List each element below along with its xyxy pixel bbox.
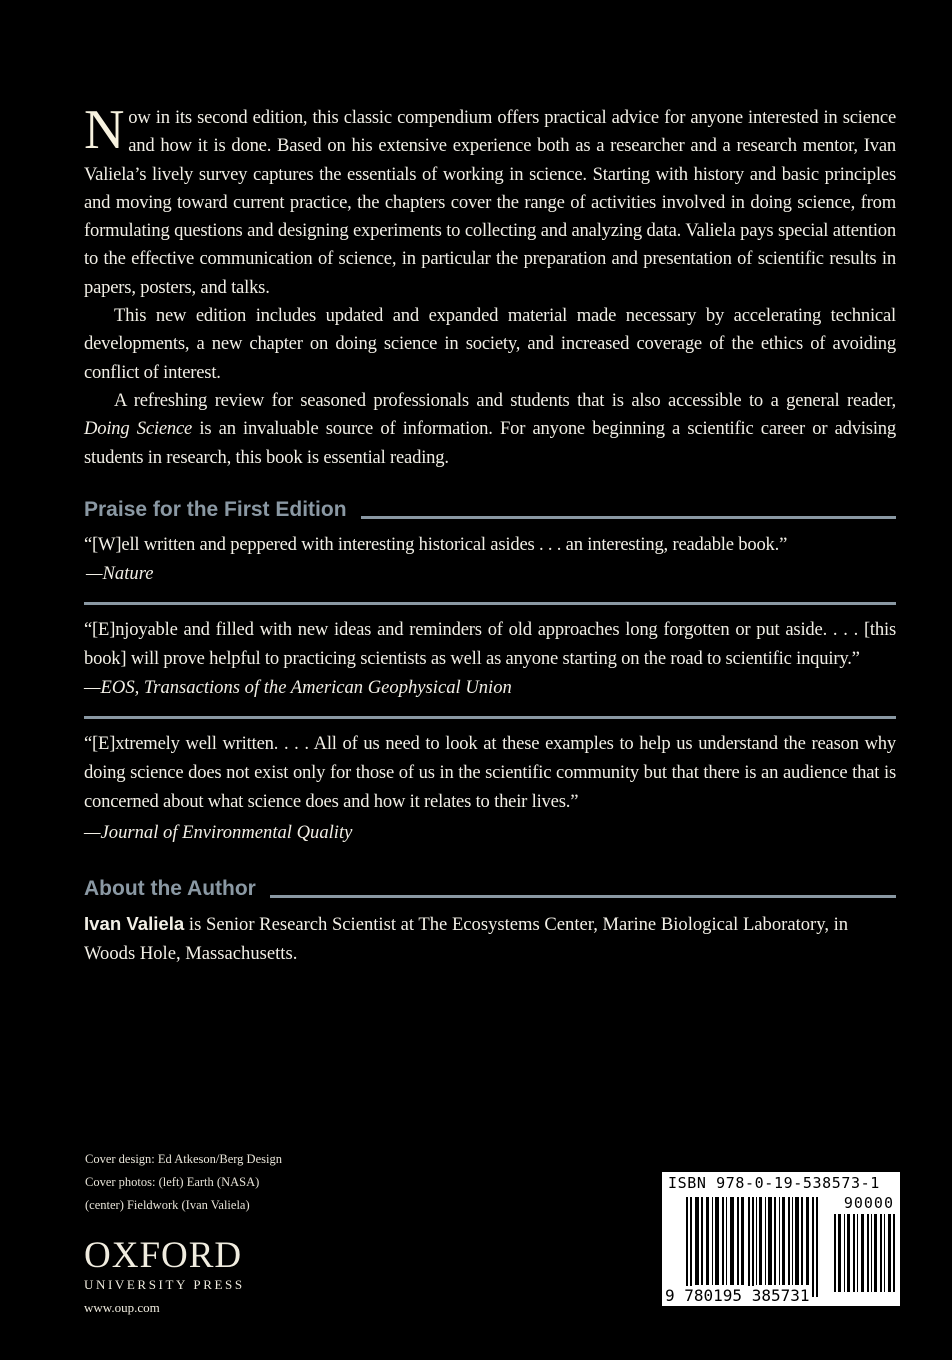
description-paragraph-1: Now in its second edition, this classic compendium offers practical advice for anyone interested in science and how it is done. Based on his extensive experience both as a researcher and a research mentor, Ivan Valiela’s lively survey captures the essentials of working in science. Starting with history and basic principles and moving toward current practice, the chapters cover the range of activities involved in doing science, from formulating questions and designing experiments to collecting and analyzing data. Valiela pays special attention to the effective communication of science, in particular the preparation and presentation of scientific results in papers, posters, and talks. [84, 99, 896, 298]
oxford-logo: OXFORD [84, 1235, 243, 1276]
heading-rule [361, 516, 896, 519]
book-title: Doing Science [84, 418, 193, 440]
quote-source: —Nature [86, 562, 154, 584]
barcode-bars-icon [686, 1197, 820, 1297]
heading-rule [270, 895, 896, 898]
isbn-label: ISBN 978-0-19-538573-1 [668, 1174, 880, 1192]
back-cover-content [84, 99, 896, 968]
dropcap: N [84, 99, 125, 161]
description-paragraph-2: This new edition includes updated and expanded material made necessary by accelerating technical developments, a new chapter on doing science in society, and increased coverage of the ethics of avoiding conflict of interest. [84, 305, 896, 383]
publisher-press: UNIVERSITY PRESS [84, 1277, 245, 1292]
praise-quote-3: “[E]xtremely well written. . . . All of us need to look at these examples to help us understand the reason why doing science does not exist only for those of us in the scientific community but that there is an audience that is concerned about what science does and how it relates to their lives.” —Journal of Environmental Quality [84, 729, 896, 847]
quote-divider [84, 602, 896, 605]
quote-divider [84, 716, 896, 719]
price-code: 90000 [843, 1194, 894, 1212]
cover-credits: Cover design: Ed Atkeson/Berg Design Cover photos: (left) Earth (NASA) (center) Fieldwork (Ivan Valiela) [85, 1152, 282, 1212]
author-heading: About the Author [84, 877, 896, 901]
publisher-url: www.oup.com [84, 1300, 160, 1315]
praise-quote-2: “[E]njoyable and filled with new ideas and reminders of old approaches long forgotten or put aside. . . . [this book] will prove helpful to practicing scientists as well as anyone starting on the road to scientific inquiry.” —EOS, Transactions of the American Geophysical Union [84, 615, 896, 702]
description-paragraph-3: A refreshing review for seasoned professionals and students that is also accessible to a general reader, Doing Science is an invaluable source of information. For anyone beginning a scientific career or advising students in research, this book is essential reading. [84, 389, 896, 468]
publisher-block [84, 1235, 245, 1320]
praise-heading: Praise for the First Edition [84, 498, 896, 522]
isbn-barcode [662, 1172, 900, 1306]
addon-barcode-bars-icon [834, 1214, 896, 1292]
author-name: Ivan Valiela [84, 912, 185, 934]
quote-source: —EOS, Transactions of the American Geophysical Union [84, 676, 512, 698]
quote-source: —Journal of Environmental Quality [84, 821, 353, 843]
barcode-digits: 9 780195 385731 [665, 1286, 810, 1305]
praise-quote-1: “[W]ell written and peppered with interesting historical asides . . . an interesting, readable book.” —Nature [84, 530, 896, 588]
author-bio: Ivan Valiela is Senior Research Scientist at The Ecosystems Center, Marine Biological Laboratory, in Woods Hole, Massachusetts. [84, 912, 849, 964]
